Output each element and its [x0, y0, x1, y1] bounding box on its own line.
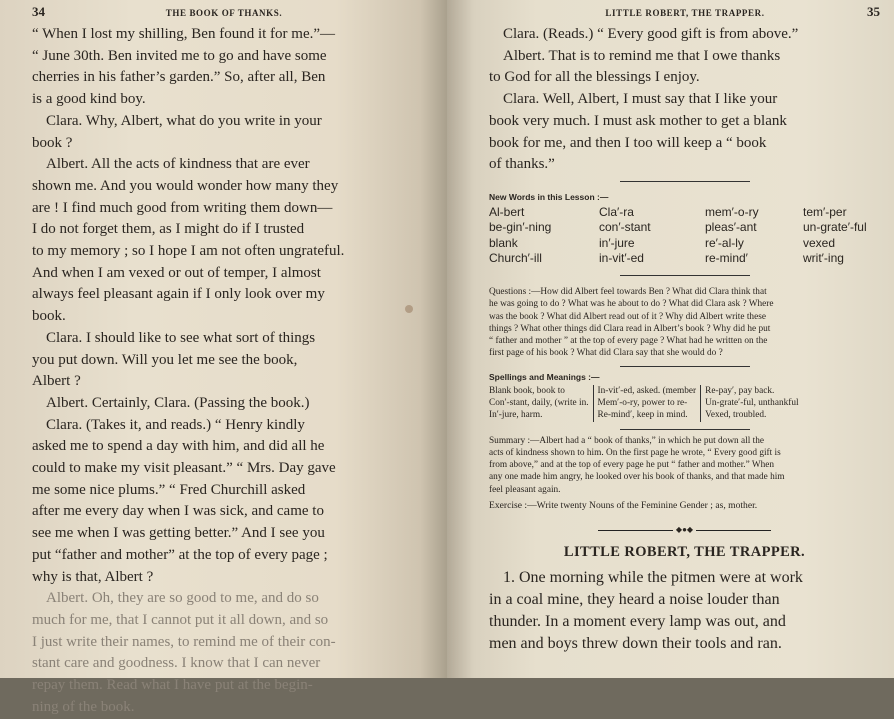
text-line: put “father and mother” at the top of every page ;: [32, 546, 328, 563]
text-line: And when I am vexed or out of temper, I almost: [32, 264, 321, 281]
spelling-entry: Vexed, troubled.: [705, 410, 767, 421]
new-words-grid: [489, 205, 880, 267]
text-line: first page of his book ? What did Clara say that she would do ?: [489, 348, 723, 359]
text-line: 1. One morning while the pitmen were at work: [503, 569, 803, 587]
text-line: “ When I lost my shilling, Ben found it for me.”—: [32, 26, 336, 42]
new-word: in′-jure: [599, 235, 635, 250]
text-line: are ! I find much good from writing them down—: [32, 199, 333, 216]
text-line: in a coal mine, they heard a noise louder than: [489, 591, 780, 609]
text-line: book for me, and then I too will keep a “ book: [489, 134, 767, 151]
right-page-header: [489, 4, 880, 22]
new-word: pleas′-ant: [705, 220, 757, 235]
spellings-table: [489, 385, 880, 422]
text-line: book ?: [32, 134, 73, 151]
text-line: to God for all the blessings I enjoy.: [489, 69, 700, 86]
text-line: feel pleasant again.: [489, 484, 561, 495]
text-line: cherries in his father’s garden.” So, after all, Ben: [32, 69, 326, 86]
text-line: from above,” and at the top of every page he put “ father and mother.” When: [489, 460, 775, 471]
new-word: Church′-ill: [489, 251, 542, 266]
new-word: vexed: [803, 235, 836, 250]
text-line: much for me, that I cannot put it all down, and so: [32, 611, 329, 628]
text-line: could to make my visit pleasant.” “ Mrs. Day gave: [32, 460, 336, 477]
right-running-head: LITTLE ROBERT, THE TRAPPER.: [605, 8, 765, 18]
new-words-title: New Words in this Lesson :—: [489, 191, 609, 202]
left-page-number: 34: [32, 4, 45, 19]
summary-block: [489, 435, 880, 496]
text-line: I just write their names, to remind me of their con-: [32, 633, 336, 650]
divider-rule: [620, 429, 750, 430]
text-line: repay them. Read what I have put at the begin-: [32, 677, 313, 694]
text-line: book.: [32, 308, 66, 325]
text-line: things ? What other things did Clara read in Albert’s book ? Why did he put: [489, 323, 771, 334]
text-line: see me when I was getting better.” And I see you: [32, 525, 325, 542]
text-line: Albert. All the acts of kindness that are ever: [46, 156, 310, 173]
text-line: Clara. (Reads.) “ Every good gift is from above.”: [503, 26, 799, 42]
spelling-entry: Re-pay′, pay back.: [705, 385, 775, 396]
text-line: of thanks.”: [489, 156, 555, 173]
divider-rule: [620, 275, 750, 276]
text-line: book very much. I must ask mother to get a blank: [489, 112, 787, 129]
text-line: me some nice plums.” “ Fred Churchill asked: [32, 481, 306, 498]
text-line: “ father and mother ” at the top of every page ? What had he written on the: [489, 336, 768, 347]
new-word: re-mind′: [705, 251, 748, 266]
spelling-entry: In-vit′-ed, asked. (member: [597, 385, 697, 396]
text-line: “ June 30th. Ben invited me to go and have some: [32, 47, 327, 64]
spelling-entry: Mem′-o-ry, power to re-: [597, 398, 688, 408]
text-line: thunder. In a moment every lamp was out, and: [489, 613, 786, 631]
text-line: stant care and goodness. I know that I can never: [32, 655, 321, 672]
divider-rule: [620, 366, 750, 367]
text-line: is a good kind boy.: [32, 91, 146, 108]
spellings-column: [489, 385, 593, 422]
text-line: why is that, Albert ?: [32, 568, 154, 585]
right-page: [447, 0, 894, 678]
right-page-number: 35: [866, 4, 880, 19]
spelling-entry: Blank book, book to: [489, 385, 565, 396]
page-stain: [405, 305, 413, 313]
new-word: re′-al-ly: [705, 235, 744, 250]
new-word: un-grate′-ful: [803, 220, 867, 235]
new-word: Cla′-ra: [599, 204, 634, 219]
ornament-divider: ◆●◆: [489, 526, 880, 534]
left-running-head: THE BOOK OF THANKS.: [165, 8, 283, 18]
section-title: LITTLE ROBERT, THE TRAPPER.: [563, 544, 806, 561]
text-line: I do not forget them, as I might do if I trusted: [32, 221, 305, 238]
spelling-entry: Un-grate′-ful, unthankful: [705, 398, 799, 408]
questions-block: [489, 286, 880, 360]
text-line: to my memory ; so I hope I am not often ungrateful.: [32, 243, 345, 260]
new-word: blank: [489, 235, 518, 250]
text-line: Questions :—How did Albert feel towards Ben ? What did Clara think that: [489, 286, 767, 297]
left-page: [0, 0, 447, 715]
text-line: he was going to do ? What was he about to do ? What did Clara ask ? Where: [489, 299, 774, 310]
left-page-text: [32, 24, 417, 719]
new-word: tem′-per: [803, 204, 847, 219]
text-line: shown me. And you would wonder how many they: [32, 177, 339, 194]
text-line: asked me to spend a day with him, and did all he: [32, 438, 325, 455]
new-word: con′-stant: [599, 220, 651, 235]
text-line: Clara. I should like to see what sort of things: [46, 329, 316, 346]
spelling-entry: Re-mind′, keep in mind.: [597, 410, 688, 421]
new-word: writ′-ing: [803, 251, 844, 266]
text-line: always feel pleasant again if I only look over my: [32, 286, 325, 303]
text-line: any one made him angry, he looked over his book of thanks, and that made him: [489, 472, 785, 483]
text-line: after me every day when I was sick, and came to: [32, 503, 324, 520]
text-line: Clara. Well, Albert, I must say that I like your: [503, 91, 778, 108]
new-word: be-gin′-ning: [489, 220, 552, 235]
text-line: Clara. (Takes it, and reads.) “ Henry kindly: [46, 416, 305, 433]
spellings-column: [700, 385, 802, 422]
new-word: in-vit′-ed: [599, 251, 644, 266]
story-text: [489, 567, 880, 655]
text-line: you put down. Will you let me see the book,: [32, 351, 298, 368]
divider-rule: [620, 181, 750, 182]
spellings-title: Spellings and Meanings :—: [489, 371, 600, 382]
text-line: men and boys threw down their tools and ran.: [489, 635, 782, 653]
text-line: ning of the book.: [32, 698, 135, 715]
new-word: Al-bert: [489, 204, 525, 219]
text-line: Albert ?: [32, 373, 81, 390]
text-line: was the book ? What did Albert read out of it ? Why did Albert write these: [489, 311, 766, 322]
text-line: Albert. Oh, they are so good to me, and do so: [46, 590, 319, 607]
spelling-entry: Con′-stant, daily, (write in.: [489, 398, 589, 408]
text-line: Albert. Certainly, Clara. (Passing the book.): [46, 394, 310, 411]
text-line: Summary :—Albert had a “ book of thanks,” in which he put down all the: [489, 435, 764, 446]
text-line: Clara. Why, Albert, what do you write in your: [46, 112, 322, 129]
spelling-entry: In′-jure, harm.: [489, 410, 543, 421]
new-word: mem′-o-ry: [705, 204, 759, 219]
text-line: Albert. That is to remind me that I owe thanks: [503, 47, 781, 64]
right-page-text: [489, 24, 880, 176]
spellings-column: [593, 385, 701, 422]
exercise-line: Exercise :—Write twenty Nouns of the Feminine Gender ; as, mother.: [489, 500, 758, 512]
text-line: acts of kindness shown to him. On the first page he wrote, “ Every good gift is: [489, 447, 781, 458]
left-page-header: [32, 4, 417, 22]
